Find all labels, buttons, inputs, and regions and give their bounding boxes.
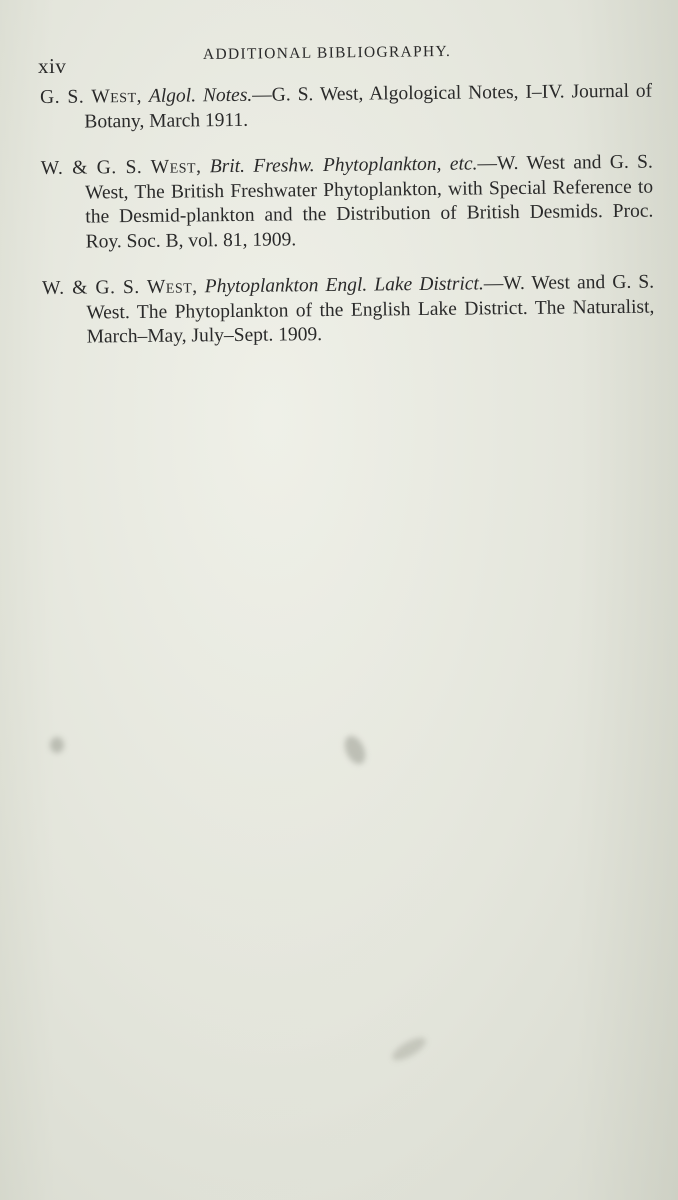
page-number: xiv [38, 54, 67, 78]
running-head: ADDITIONAL BIBLIOGRAPHY. [202, 42, 452, 63]
entry-short-title: Algol. Notes. [148, 84, 253, 107]
bibliography-entry [42, 271, 655, 351]
entry-author: W. & G. S. West, [40, 156, 202, 179]
bibliography-entry [40, 80, 652, 135]
entry-text: —W. West and G. S. West, The British Freshwater Phytoplankton, with Special Reference to the Desmid-plankton and the Distribution of British Desmids. Proc. Roy. Soc. B, vol. 81, 1909. [85, 151, 654, 253]
bibliography-list [40, 80, 655, 373]
entry-text: —G. S. West, Algological Notes, I–IV. Journal of Botany, March 1911. [84, 80, 653, 133]
entry-author: G. S. West, [40, 85, 143, 108]
bibliography-entry [41, 151, 654, 255]
entry-short-title: Phytoplankton Engl. Lake District. [204, 273, 484, 298]
entry-author: W. & G. S. West, [42, 276, 198, 299]
entry-short-title: Brit. Freshw. Phytoplankton, etc. [209, 153, 478, 178]
paper-stain [50, 737, 64, 753]
entry-text: —W. West and G. S. West. The Phytoplankton of the English Lake District. The Naturalist, March–May, July–Sept. 1909. [86, 271, 655, 348]
